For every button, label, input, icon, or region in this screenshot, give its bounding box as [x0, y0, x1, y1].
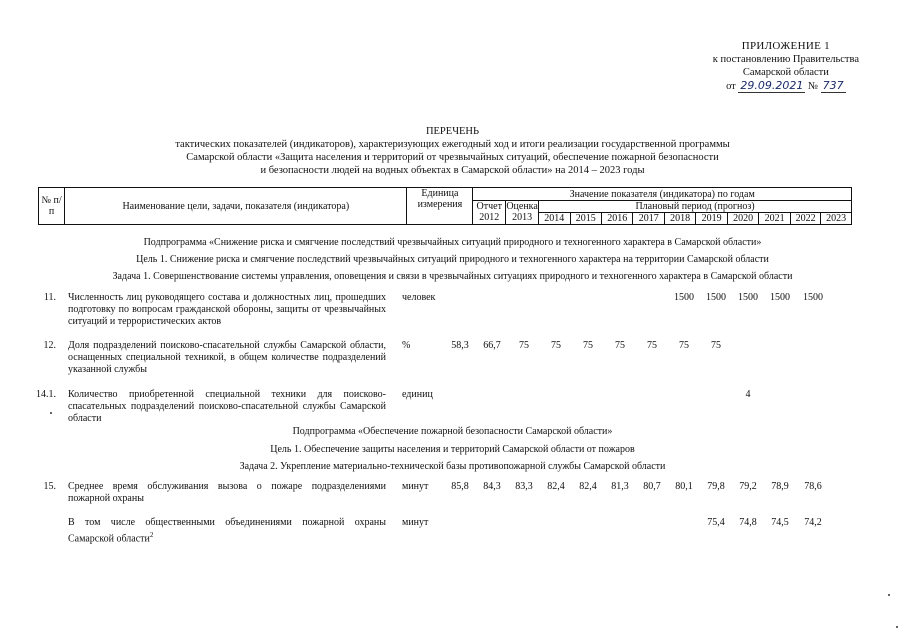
indicator-name: Среднее время обслуживания вызова о пожаре подразделениями пожарной охраны — [68, 481, 386, 504]
subprogram-2-heading: Подпрограмма «Обеспечение пожарной безопасности Самарской области» — [292, 426, 613, 437]
header-estimate: Оценка 2013 — [506, 201, 538, 223]
value-2021: 74,8 — [739, 517, 757, 528]
from-label: от — [726, 81, 736, 92]
unit: единиц — [402, 389, 433, 400]
document-title — [0, 125, 905, 177]
task-2-heading: Задача 2. Укрепление материально-технической базы противопожарной службы Самарской области — [239, 461, 666, 472]
year-2012: 2012 — [479, 212, 500, 223]
value-2014: 75 — [519, 340, 529, 351]
indicator-name: Количество приобретенной специальной техники для поисково-спасательных подразделений поисково-спасательной службы Самарской области — [68, 389, 386, 424]
value-2013: 84,3 — [483, 481, 501, 492]
goal-2-heading: Цель 1. Обеспечение защиты населения и территорий Самарской области от пожаров — [270, 444, 635, 455]
scan-speck — [896, 626, 898, 628]
value-2017: 75 — [615, 340, 625, 351]
value-2015: 82,4 — [547, 481, 565, 492]
year-2014: 2014 — [539, 213, 570, 225]
value-2017: 81,3 — [611, 481, 629, 492]
year-2017: 2017 — [633, 213, 664, 225]
title-line-3: и безопасности людей на водных объектах в Самарской области» на 2014 – 2023 годы — [260, 165, 645, 176]
value-2023: 1500 — [803, 292, 823, 303]
appendix-date-line — [713, 79, 859, 93]
value-2016: 82,4 — [579, 481, 597, 492]
unit: человек — [402, 292, 436, 303]
appendix-line-3: Самарской области — [742, 67, 829, 78]
indicator-name: В том числе общественными объединениями пожарной охраны Самарской области$^2$ — [68, 517, 386, 545]
scan-speck — [50, 412, 52, 414]
value-2020: 75,4 — [707, 517, 725, 528]
appendix-block — [713, 40, 859, 93]
row-number: 15. — [43, 481, 56, 492]
indicator-name: Доля подразделений поисково-спасательной службы Самарской области, оснащенных специальной техникой, в общем количестве подразделений указанной службы — [68, 340, 386, 375]
header-unit: Единица измерения — [407, 188, 473, 225]
value-2018: 80,7 — [643, 481, 661, 492]
subprogram-1-heading: Подпрограмма «Снижение риска и смягчение последствий чрезвычайных ситуаций природного и техногенного характера в Самарской области» — [143, 237, 762, 248]
value-2014: 83,3 — [515, 481, 533, 492]
indicator-name: Численность лиц руководящего состава и должностных лиц, прошедших подготовку по вопросам гражданской обороны, защиты от чрезвычайных ситуаций и террористических актов — [68, 292, 386, 327]
table-header — [38, 187, 852, 225]
value-2012: 58,3 — [451, 340, 469, 351]
value-2019: 80,1 — [675, 481, 693, 492]
value-2020: 79,8 — [707, 481, 725, 492]
value-2023: 74,2 — [804, 517, 822, 528]
value-2021: 4 — [745, 389, 751, 400]
value-2022: 1500 — [770, 292, 790, 303]
header-plan: Плановый период (прогноз) — [539, 201, 852, 213]
appendix-line-2: к постановлению Правительства — [712, 54, 859, 65]
year-2021: 2021 — [759, 213, 790, 225]
goal-1-heading: Цель 1. Снижение риска и смягчение последствий чрезвычайных ситуаций природного и техногенного характера на территории Самарской области — [136, 254, 769, 265]
value-2020: 75 — [711, 340, 721, 351]
unit: минут — [402, 481, 429, 492]
decree-number: 737 — [822, 79, 844, 92]
value-2019: 75 — [679, 340, 689, 351]
value-2018: 75 — [647, 340, 657, 351]
unit: % — [402, 340, 411, 351]
year-2018: 2018 — [664, 213, 695, 225]
value-2013: 66,7 — [483, 340, 501, 351]
value-2022: 78,9 — [771, 481, 789, 492]
value-2020: 1500 — [706, 292, 726, 303]
value-2016: 75 — [583, 340, 593, 351]
value-2021: 1500 — [738, 292, 758, 303]
year-2022: 2022 — [790, 213, 821, 225]
year-2019: 2019 — [696, 213, 727, 225]
value-2012: 85,8 — [451, 481, 469, 492]
value-2023: 78,6 — [804, 481, 822, 492]
unit: минут — [402, 517, 429, 528]
row-number: 11. — [43, 292, 56, 303]
header-report: Отчет 2012 — [473, 201, 506, 225]
year-2023: 2023 — [821, 213, 852, 225]
scan-speck — [888, 594, 890, 596]
title-heading: ПЕРЕЧЕНЬ — [425, 126, 480, 137]
value-2021: 79,2 — [739, 481, 757, 492]
value-2022: 74,5 — [771, 517, 789, 528]
year-2020: 2020 — [727, 213, 758, 225]
task-1-heading: Задача 1. Совершенствование системы управления, оповещения и связи в чрезвычайных ситуациях природного и техногенного характера в Самарской области — [112, 271, 793, 282]
value-2019: 1500 — [674, 292, 694, 303]
year-2013: 2013 — [512, 212, 533, 223]
row-number: 12. — [43, 340, 56, 351]
header-num: № п/п — [39, 188, 65, 225]
year-2015: 2015 — [570, 213, 601, 225]
year-2016: 2016 — [602, 213, 633, 225]
row-number: 14.1. — [36, 389, 56, 400]
footnote-mark: 2 — [149, 531, 154, 539]
header-values-title: Значение показателя (индикатора) по годам — [473, 188, 852, 201]
title-line-2: Самарской области «Защита населения и территорий от чрезвычайных ситуаций, обеспечение пожарной безопасности — [186, 152, 719, 163]
decree-date: 29.09.2021 — [740, 79, 804, 92]
number-label: № — [808, 81, 819, 92]
title-line-1: тактических показателей (индикаторов), характеризующих ежегодный ход и итоги реализации государственной программы — [175, 139, 730, 150]
appendix-title: ПРИЛОЖЕНИЕ 1 — [741, 40, 830, 52]
value-2015: 75 — [551, 340, 561, 351]
header-name: Наименование цели, задачи, показателя (индикатора) — [65, 188, 407, 225]
